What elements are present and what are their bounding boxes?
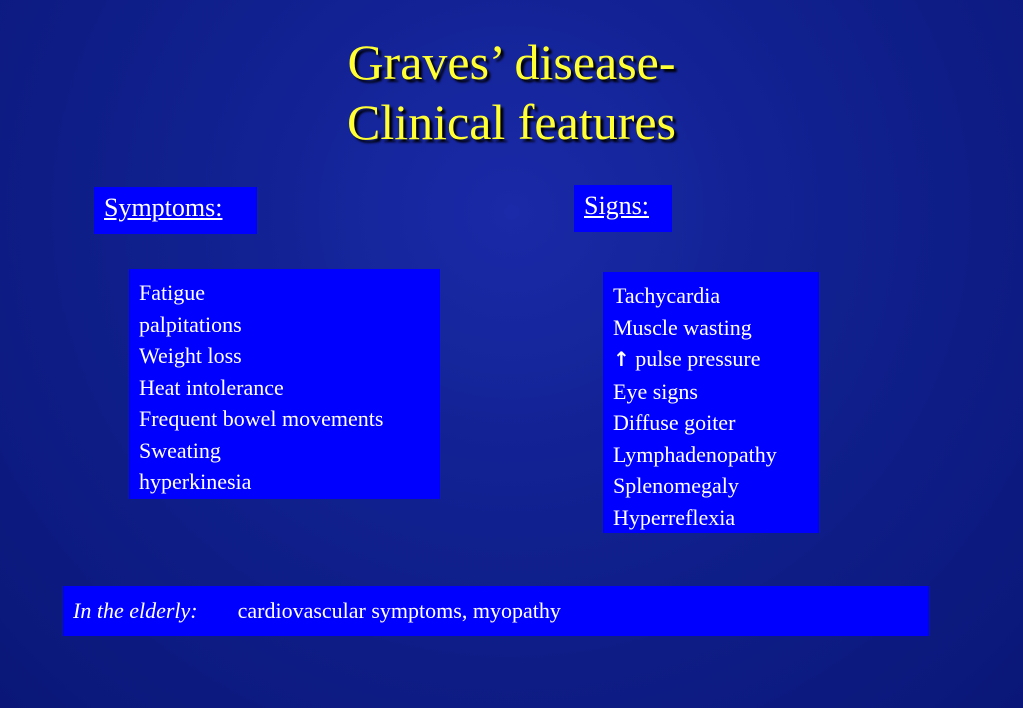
elderly-note xyxy=(63,586,929,636)
signs-list xyxy=(603,272,819,533)
signs-heading xyxy=(574,185,672,232)
title-line-1: Graves’ disease- xyxy=(347,34,676,90)
list-item: Fatigue xyxy=(139,280,205,305)
list-item: Muscle wasting xyxy=(613,314,752,340)
list-item: palpitations xyxy=(139,311,242,337)
signs-heading-label: Signs: xyxy=(584,191,650,220)
symptoms-list xyxy=(129,269,440,499)
list-item: Sweating xyxy=(139,437,221,463)
symptoms-heading-label: Symptoms: xyxy=(104,193,223,222)
list-item: Frequent bowel movements xyxy=(139,406,384,431)
list-item: hyperkinesia xyxy=(139,469,252,494)
list-item: Weight loss xyxy=(139,343,242,368)
list-item: Lymphadenopathy xyxy=(613,441,777,467)
list-item: Tachycardia xyxy=(613,283,721,308)
elderly-label: In the elderly: xyxy=(73,598,198,623)
up-arrow-icon: ↑ xyxy=(613,347,630,371)
title-line-2: Clinical features xyxy=(346,94,677,150)
list-item xyxy=(613,343,809,376)
elderly-text: cardiovascular symptoms, myopathy xyxy=(237,598,561,623)
list-item: Splenomegaly xyxy=(613,473,739,498)
slide-title xyxy=(0,32,1023,152)
list-item: Hyperreflexia xyxy=(613,504,736,530)
list-item: Eye signs xyxy=(613,378,698,404)
list-item: Diffuse goiter xyxy=(613,410,736,435)
symptoms-heading xyxy=(94,187,257,234)
list-item-text: pulse pressure xyxy=(635,346,761,371)
list-item: Heat intolerance xyxy=(139,374,284,400)
